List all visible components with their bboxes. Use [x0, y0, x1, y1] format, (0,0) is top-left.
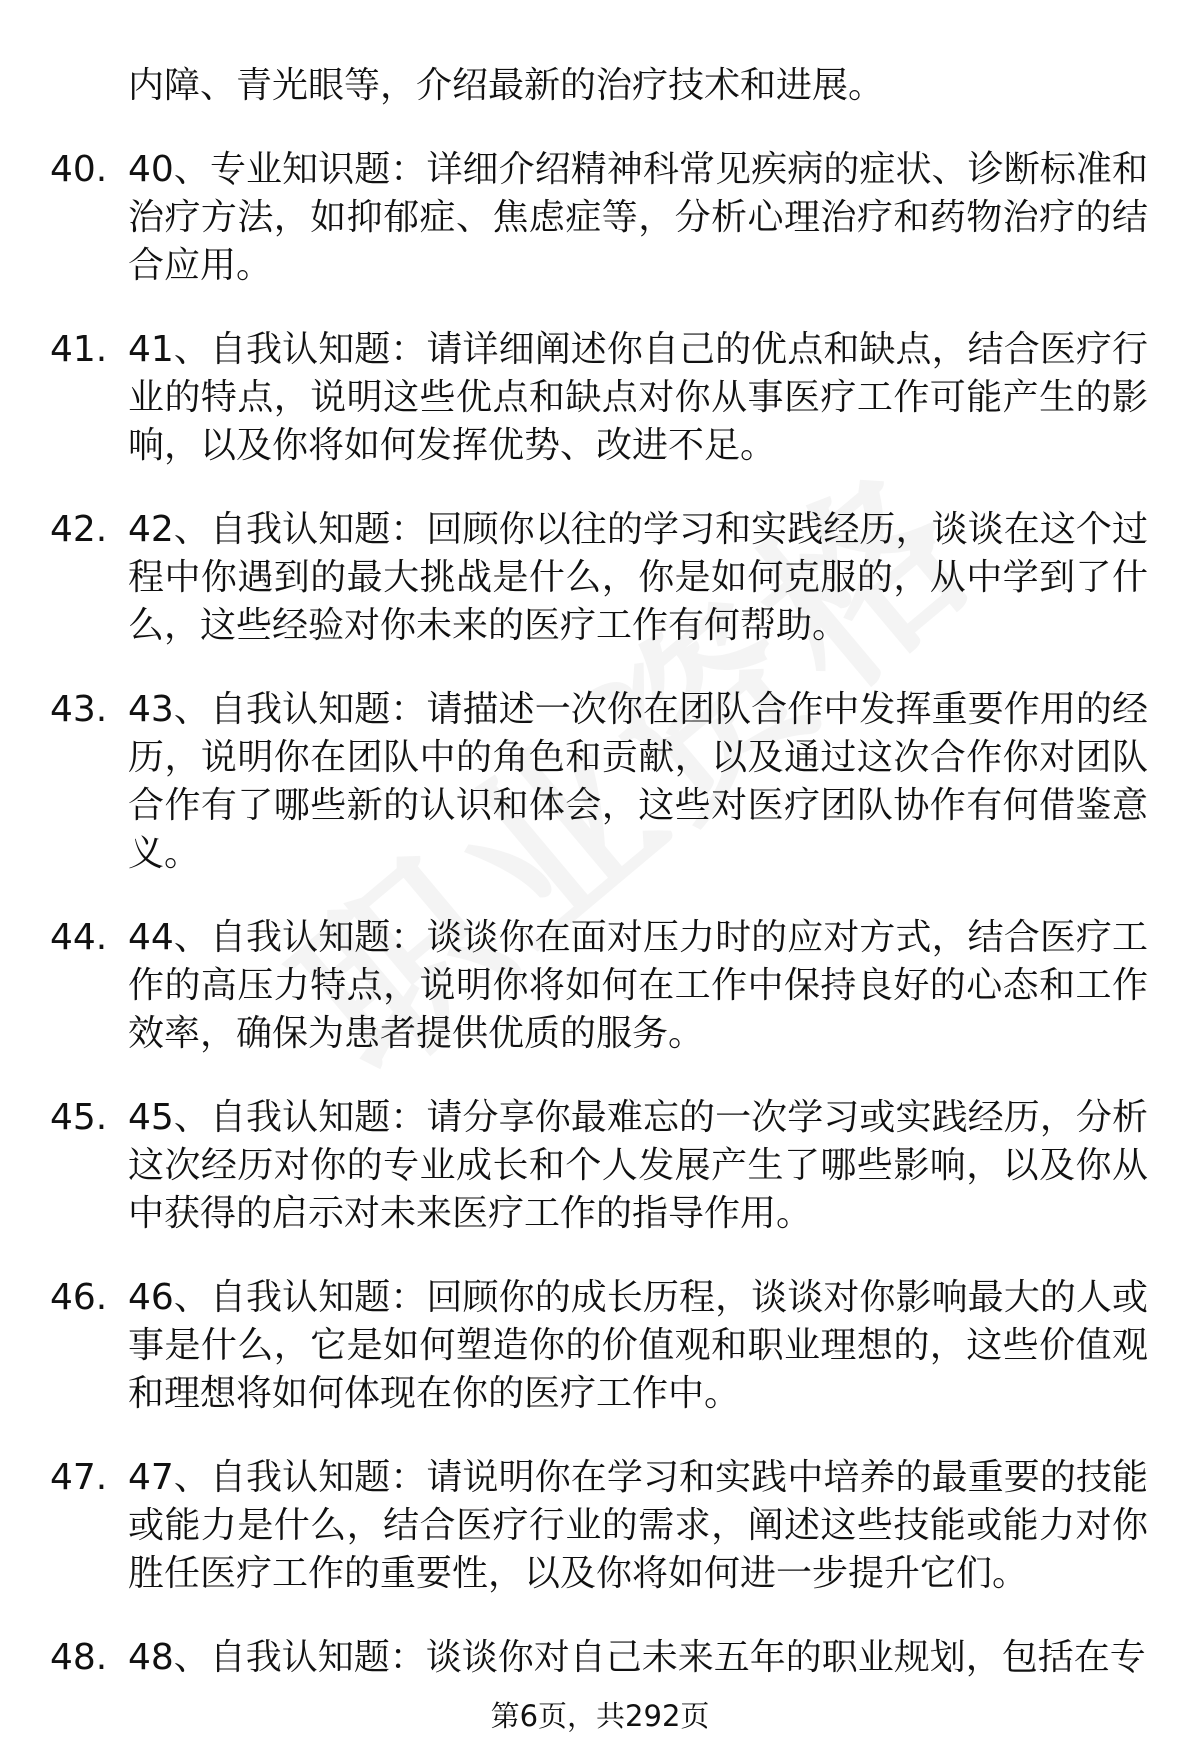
item-text: 46、自我认知题：回顾你的成长历程，谈谈对你影响最大的人或事是什么，它是如何塑造你的价值观和职业理想的，这些价值观和理想将如何体现在你的医疗工作中。	[128, 1277, 1148, 1414]
item-number: 40.	[50, 149, 108, 190]
item-number: 47.	[50, 1457, 108, 1498]
item-text: 47、自我认知题：请说明你在学习和实践中培养的最重要的技能或能力是什么，结合医疗行业的需求，阐述这些技能或能力对你胜任医疗工作的重要性，以及你将如何进一步提升它们。	[128, 1457, 1148, 1594]
list-item-43	[50, 686, 1148, 878]
list-item-45	[50, 1094, 1148, 1238]
item-text: 44、自我认知题：谈谈你在面对压力时的应对方式，结合医疗工作的高压力特点，说明你将如何在工作中保持良好的心态和工作效率，确保为患者提供优质的服务。	[128, 917, 1148, 1054]
item-number: 43.	[50, 689, 108, 730]
item-number: 45.	[50, 1097, 108, 1138]
item-text: 45、自我认知题：请分享你最难忘的一次学习或实践经历，分析这次经历对你的专业成长和个人发展产生了哪些影响，以及你从中获得的启示对未来医疗工作的指导作用。	[128, 1097, 1148, 1234]
item-text: 40、专业知识题：详细介绍精神科常见疾病的症状、诊断标准和治疗方法，如抑郁症、焦虑症等，分析心理治疗和药物治疗的结合应用。	[128, 149, 1148, 286]
item-number: 46.	[50, 1277, 108, 1318]
list-item-46	[50, 1274, 1148, 1418]
item-text: 43、自我认知题：请描述一次你在团队合作中发挥重要作用的经历，说明你在团队中的角色和贡献，以及通过这次合作你对团队合作有了哪些新的认识和体会，这些对医疗团队协作有何借鉴意义。	[128, 689, 1148, 874]
item-number: 42.	[50, 509, 108, 550]
item-number: 41.	[50, 329, 108, 370]
item-text: 42、自我认知题：回顾你以往的学习和实践经历，谈谈在这个过程中你遇到的最大挑战是什么，你是如何克服的，从中学到了什么，这些经验对你未来的医疗工作有何帮助。	[128, 509, 1148, 646]
item-number: 44.	[50, 917, 108, 958]
list-item-41	[50, 326, 1148, 470]
list-item-40	[50, 146, 1148, 290]
question-list	[50, 146, 1148, 1682]
item-number: 48.	[50, 1637, 108, 1678]
item-text: 41、自我认知题：请详细阐述你自己的优点和缺点，结合医疗行业的特点，说明这些优点和缺点对你从事医疗工作可能产生的影响，以及你将如何发挥优势、改进不足。	[128, 329, 1148, 466]
page-footer: 第6页，共292页	[490, 1699, 710, 1733]
list-item-47	[50, 1454, 1148, 1598]
list-item-48	[50, 1634, 1148, 1682]
item-text: 48、自我认知题：谈谈你对自己未来五年的职业规划，包括在专	[128, 1637, 1146, 1678]
list-item-44	[50, 914, 1148, 1058]
continuation-text: 内障、青光眼等，介绍最新的治疗技术和进展。	[128, 65, 885, 106]
list-item-42	[50, 506, 1148, 650]
